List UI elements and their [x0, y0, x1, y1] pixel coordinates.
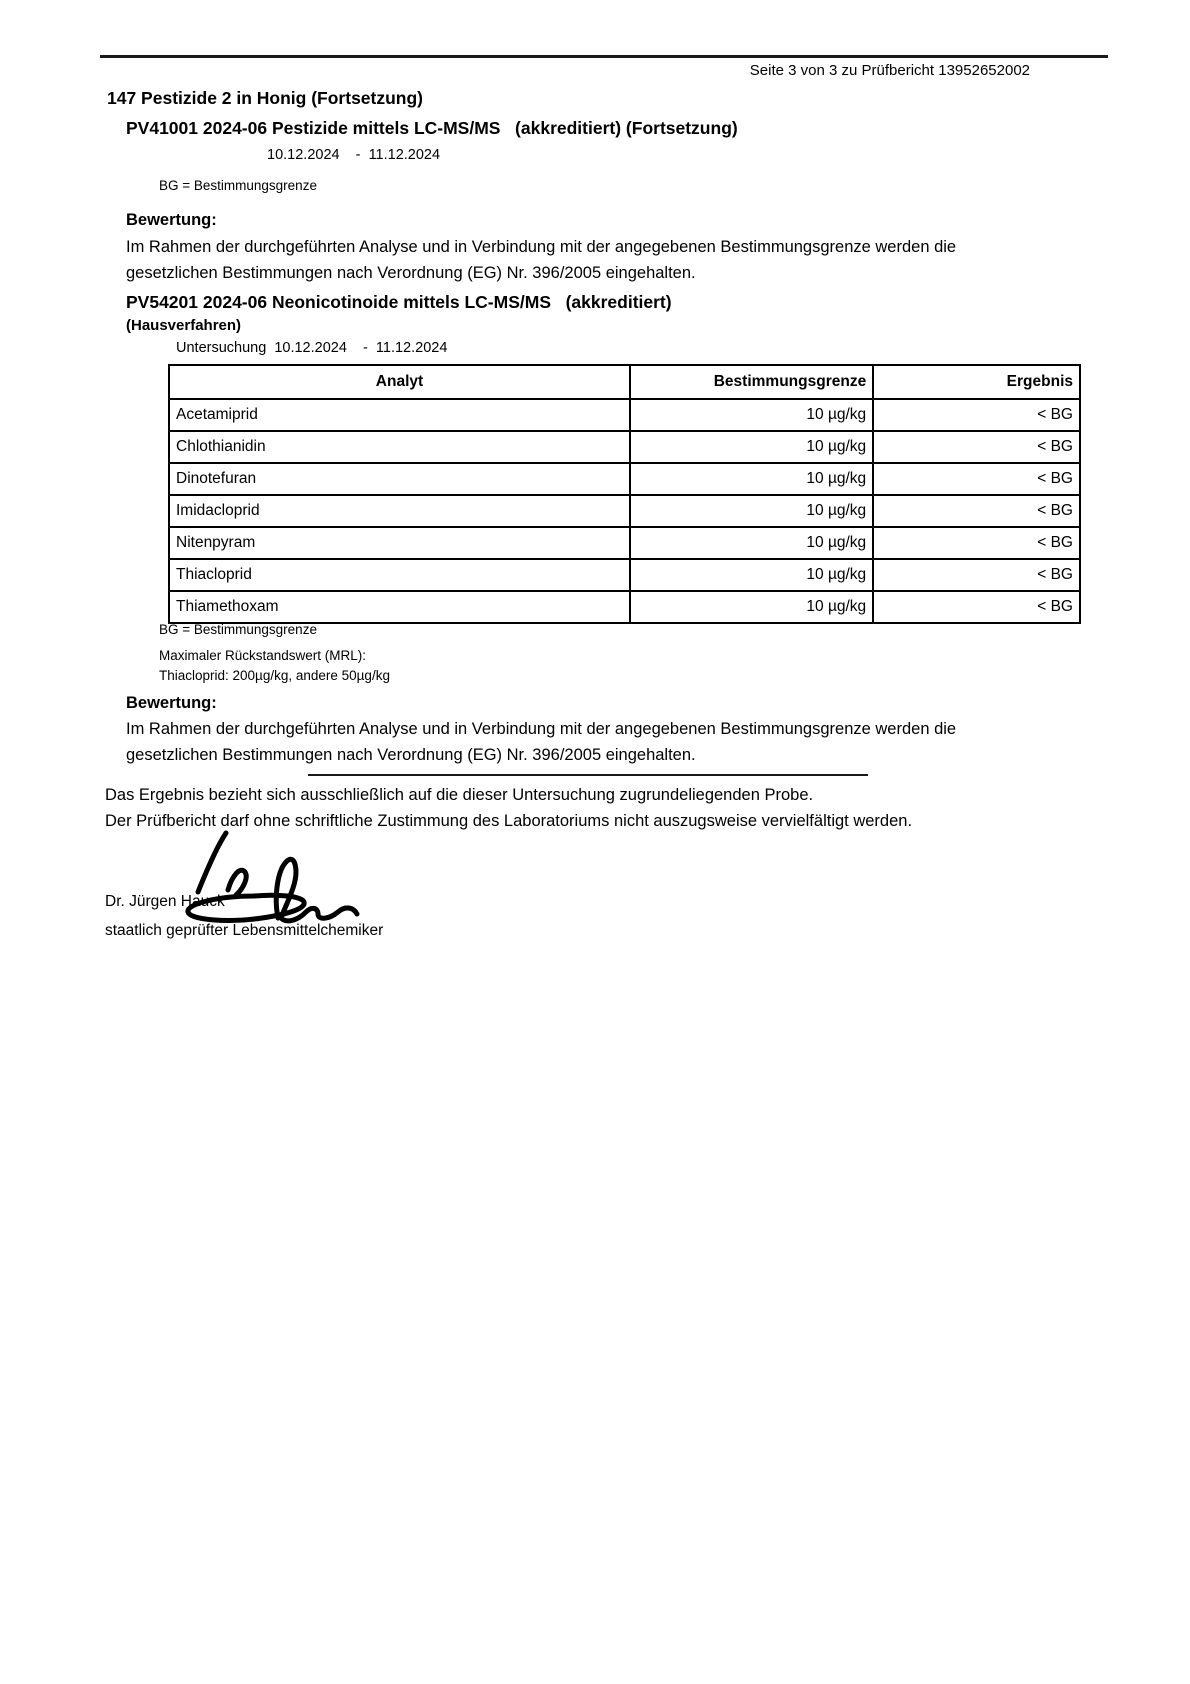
cell-ergebnis: < BG	[873, 399, 1080, 431]
table-row	[169, 463, 1080, 495]
pv41001-date-range: 10.12.2024 - 11.12.2024	[267, 147, 441, 163]
table-bg-note: BG = Bestimmungsgrenze	[159, 622, 317, 637]
section-title: 147 Pestizide 2 in Honig (Fortsetzung)	[107, 88, 424, 108]
pv41001-title: PV41001 2024-06 Pestizide mittels LC-MS/MS (akkreditiert) (Fortsetzung)	[126, 118, 738, 138]
cell-bestimmungsgrenze: 10 µg/kg	[630, 431, 873, 463]
table-row	[169, 431, 1080, 463]
bewertung-label-1: Bewertung:	[126, 211, 217, 229]
table-row	[169, 591, 1080, 623]
bewertung-text-2-line1: Im Rahmen der durchgeführten Analyse und in Verbindung mit der angegebenen Bestimmungsgrenze werden die	[126, 720, 957, 738]
table-row	[169, 399, 1080, 431]
cell-ergebnis: < BG	[873, 431, 1080, 463]
mrl-label: Maximaler Rückstandswert (MRL):	[159, 648, 367, 663]
page-header: Seite 3 von 3 zu Prüfbericht 13952652002	[749, 62, 1030, 79]
cell-bestimmungsgrenze: 10 µg/kg	[630, 527, 873, 559]
bewertung-text-1-line1: Im Rahmen der durchgeführten Analyse und in Verbindung mit der angegebenen Bestimmungsgrenze werden die	[126, 238, 957, 256]
section-divider	[308, 774, 868, 776]
header-rule	[100, 55, 1108, 58]
pv54201-title: PV54201 2024-06 Neonicotinoide mittels LC-MS/MS (akkreditiert)	[126, 292, 672, 312]
cell-analyt: Nitenpyram	[169, 527, 630, 559]
cell-ergebnis: < BG	[873, 527, 1080, 559]
cell-bestimmungsgrenze: 10 µg/kg	[630, 495, 873, 527]
column-header-analyt: Analyt	[169, 365, 630, 399]
cell-analyt: Thiamethoxam	[169, 591, 630, 623]
column-header-ergebnis: Ergebnis	[873, 365, 1080, 399]
table-row	[169, 495, 1080, 527]
cell-bestimmungsgrenze: 10 µg/kg	[630, 591, 873, 623]
cell-ergebnis: < BG	[873, 495, 1080, 527]
cell-analyt: Dinotefuran	[169, 463, 630, 495]
results-table	[168, 364, 1081, 624]
cell-ergebnis: < BG	[873, 559, 1080, 591]
handwritten-signature	[158, 828, 368, 926]
cell-bestimmungsgrenze: 10 µg/kg	[630, 463, 873, 495]
pv54201-subtitle: (Hausverfahren)	[126, 317, 242, 334]
pv54201-untersuchung-dates: Untersuchung 10.12.2024 - 11.12.2024	[176, 340, 448, 356]
signatory-title: staatlich geprüfter Lebensmittelchemiker	[105, 922, 384, 939]
bewertung-label-2: Bewertung:	[126, 694, 217, 712]
cell-ergebnis: < BG	[873, 591, 1080, 623]
cell-analyt: Chlothianidin	[169, 431, 630, 463]
cell-ergebnis: < BG	[873, 463, 1080, 495]
cell-analyt: Thiacloprid	[169, 559, 630, 591]
signatory-name: Dr. Jürgen Hauck	[105, 893, 225, 910]
footer-disclaimer-line1: Das Ergebnis bezieht sich ausschließlich auf die dieser Untersuchung zugrundeliegenden Probe.	[105, 786, 814, 804]
cell-bestimmungsgrenze: 10 µg/kg	[630, 399, 873, 431]
table-row	[169, 559, 1080, 591]
footer-disclaimer-line2: Der Prüfbericht darf ohne schriftliche Zustimmung des Laboratoriums nicht auszugsweise vervielfältigt werden.	[105, 812, 913, 830]
bewertung-text-2-line2: gesetzlichen Bestimmungen nach Verordnung (EG) Nr. 396/2005 eingehalten.	[126, 746, 696, 764]
bewertung-text-1-line2: gesetzlichen Bestimmungen nach Verordnung (EG) Nr. 396/2005 eingehalten.	[126, 264, 696, 282]
table-row	[169, 527, 1080, 559]
cell-analyt: Acetamiprid	[169, 399, 630, 431]
column-header-bestimmungsgrenze: Bestimmungsgrenze	[630, 365, 873, 399]
pv41001-bg-note: BG = Bestimmungsgrenze	[159, 178, 317, 193]
table-header-row	[169, 365, 1080, 399]
cell-analyt: Imidacloprid	[169, 495, 630, 527]
mrl-value: Thiacloprid: 200µg/kg, andere 50µg/kg	[159, 668, 390, 683]
cell-bestimmungsgrenze: 10 µg/kg	[630, 559, 873, 591]
